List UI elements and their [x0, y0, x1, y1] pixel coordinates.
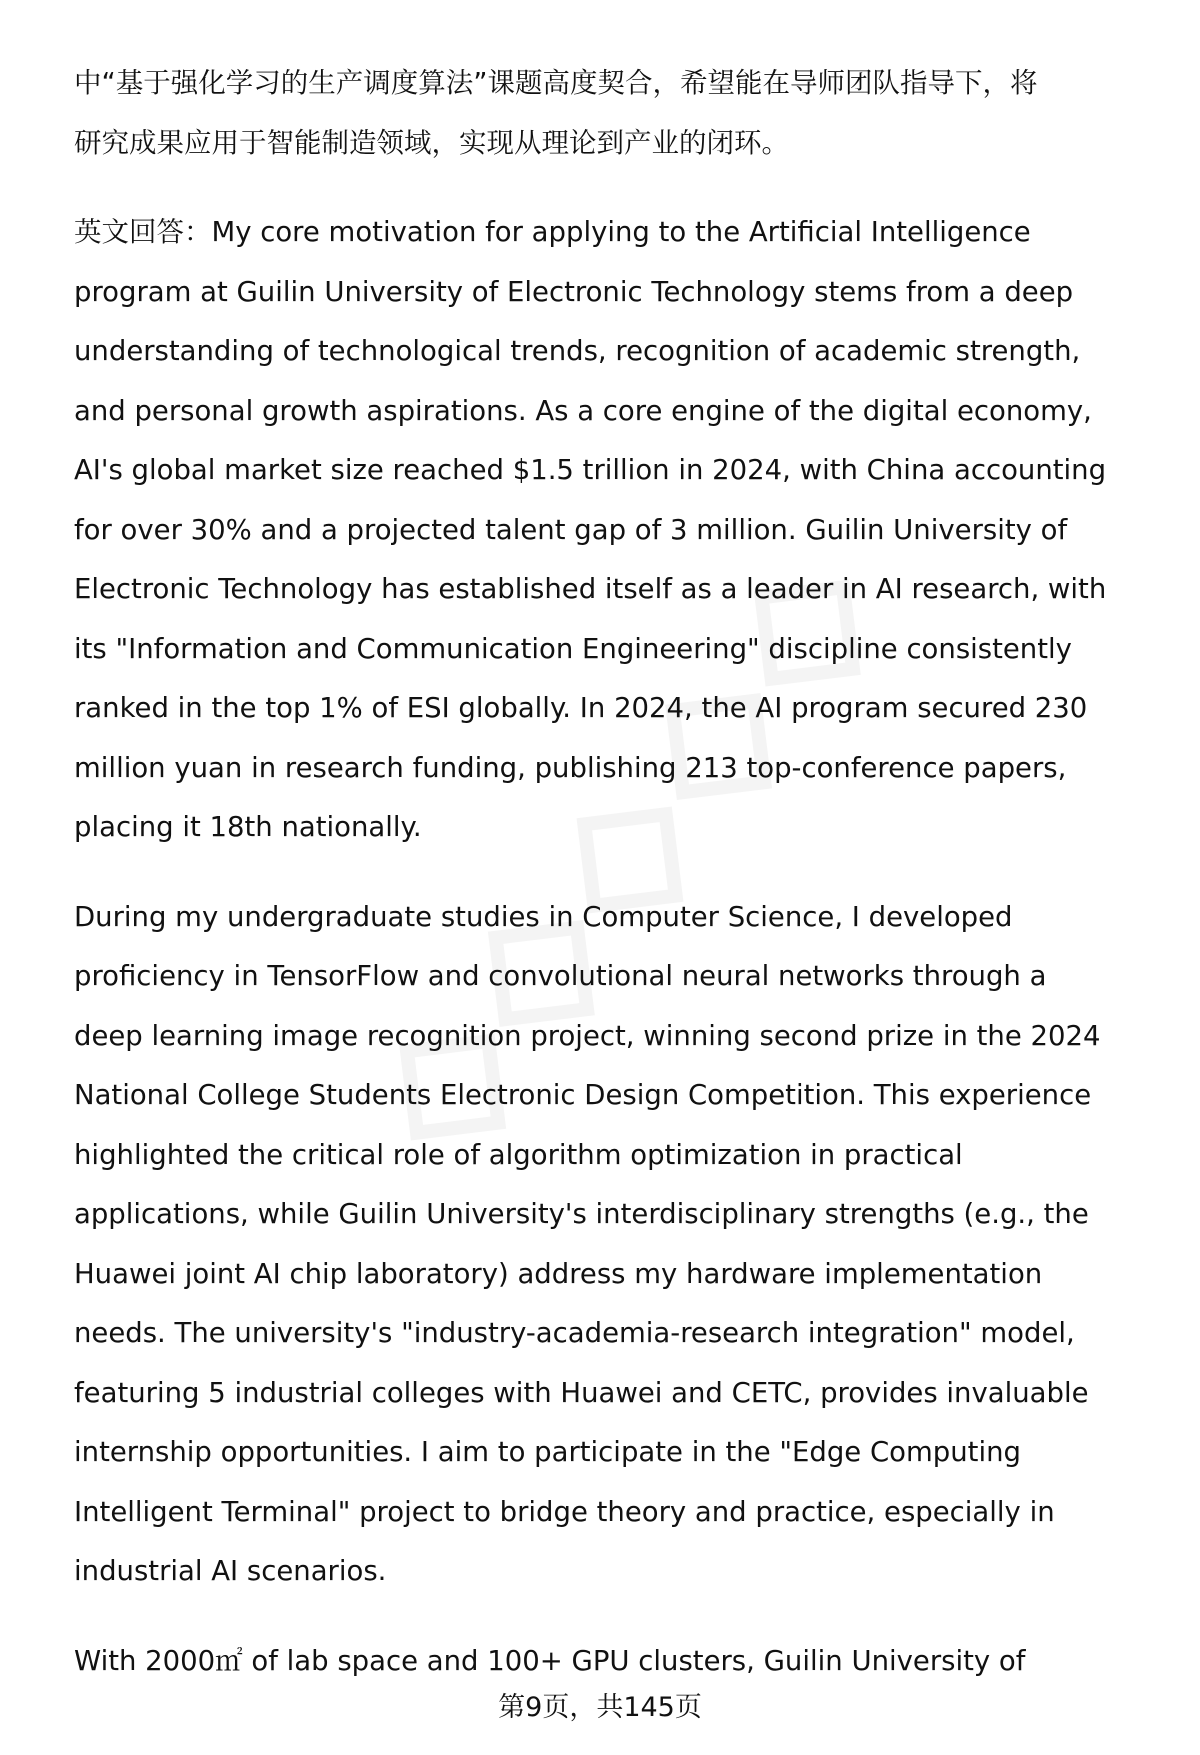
text-line: With 2000㎡ of lab space and 100+ GPU clusters, Guilin University of [74, 1644, 1026, 1677]
text-line: million yuan in research funding, publishing 213 top-conference papers, [74, 751, 1067, 784]
paragraph-english-answer-intro [74, 203, 1154, 858]
document-body [74, 54, 1154, 1691]
paragraph-chinese-conclusion [74, 54, 1154, 173]
text-line: internship opportunities. I aim to participate in the "Edge Computing [74, 1436, 1021, 1468]
text-line: During my undergraduate studies in Computer Science, I developed [74, 900, 1013, 933]
text-line: Electronic Technology has established itself as a leader in AI research, with [74, 573, 1107, 605]
text-line: for over 30% and a projected talent gap of 3 million. Guilin University of [74, 513, 1068, 546]
text-line: highlighted the critical role of algorithm optimization in practical [74, 1138, 963, 1171]
paragraph-gap [74, 1602, 1154, 1632]
text-line: featuring 5 industrial colleges with Huawei and CETC, provides invaluable [74, 1376, 1089, 1409]
text-line: AI's global market size reached $1.5 trillion in 2024, with China accounting [74, 454, 1107, 486]
paragraph-gap [74, 173, 1154, 203]
text-line: Intelligent Terminal" project to bridge theory and practice, especially in [74, 1495, 1055, 1528]
text-line: proficiency in TensorFlow and convolutional neural networks through a [74, 960, 1047, 992]
text-line: understanding of technological trends, recognition of academic strength, [74, 335, 1081, 367]
text-line: 中“基于强化学习的生产调度算法”课题高度契合，希望能在导师团队指导下，将 [74, 67, 1038, 99]
paragraph-lab-resources [74, 1632, 1154, 1692]
paragraph-gap [74, 858, 1154, 888]
text-line: Huawei joint AI chip laboratory) address my hardware implementation [74, 1257, 1043, 1290]
page-number-footer: 第9页，共145页 [498, 1692, 702, 1723]
text-line: National College Students Electronic Design Competition. This experience [74, 1079, 1092, 1111]
text-line: its "Information and Communication Engineering" discipline consistently [74, 632, 1072, 665]
text-line: placing it 18th nationally. [74, 811, 422, 843]
text-line: program at Guilin University of Electronic Technology stems from a deep [74, 275, 1074, 308]
text-line: 英文回答：My core motivation for applying to the Artificial Intelligence [74, 216, 1031, 248]
text-line: industrial AI scenarios. [74, 1555, 387, 1587]
text-line: applications, while Guilin University's interdisciplinary strengths (e.g., the [74, 1198, 1089, 1230]
text-line: and personal growth aspirations. As a core engine of the digital economy, [74, 394, 1092, 427]
text-line: needs. The university's "industry-academia-research integration" model, [74, 1317, 1075, 1349]
text-line: deep learning image recognition project, winning second prize in the 2024 [74, 1019, 1101, 1052]
text-line: ranked in the top 1% of ESI globally. In 2024, the AI program secured 230 [74, 692, 1088, 724]
text-line: 研究成果应用于智能制造领域，实现从理论到产业的闭环。 [74, 126, 789, 159]
paragraph-undergraduate-experience [74, 888, 1154, 1602]
